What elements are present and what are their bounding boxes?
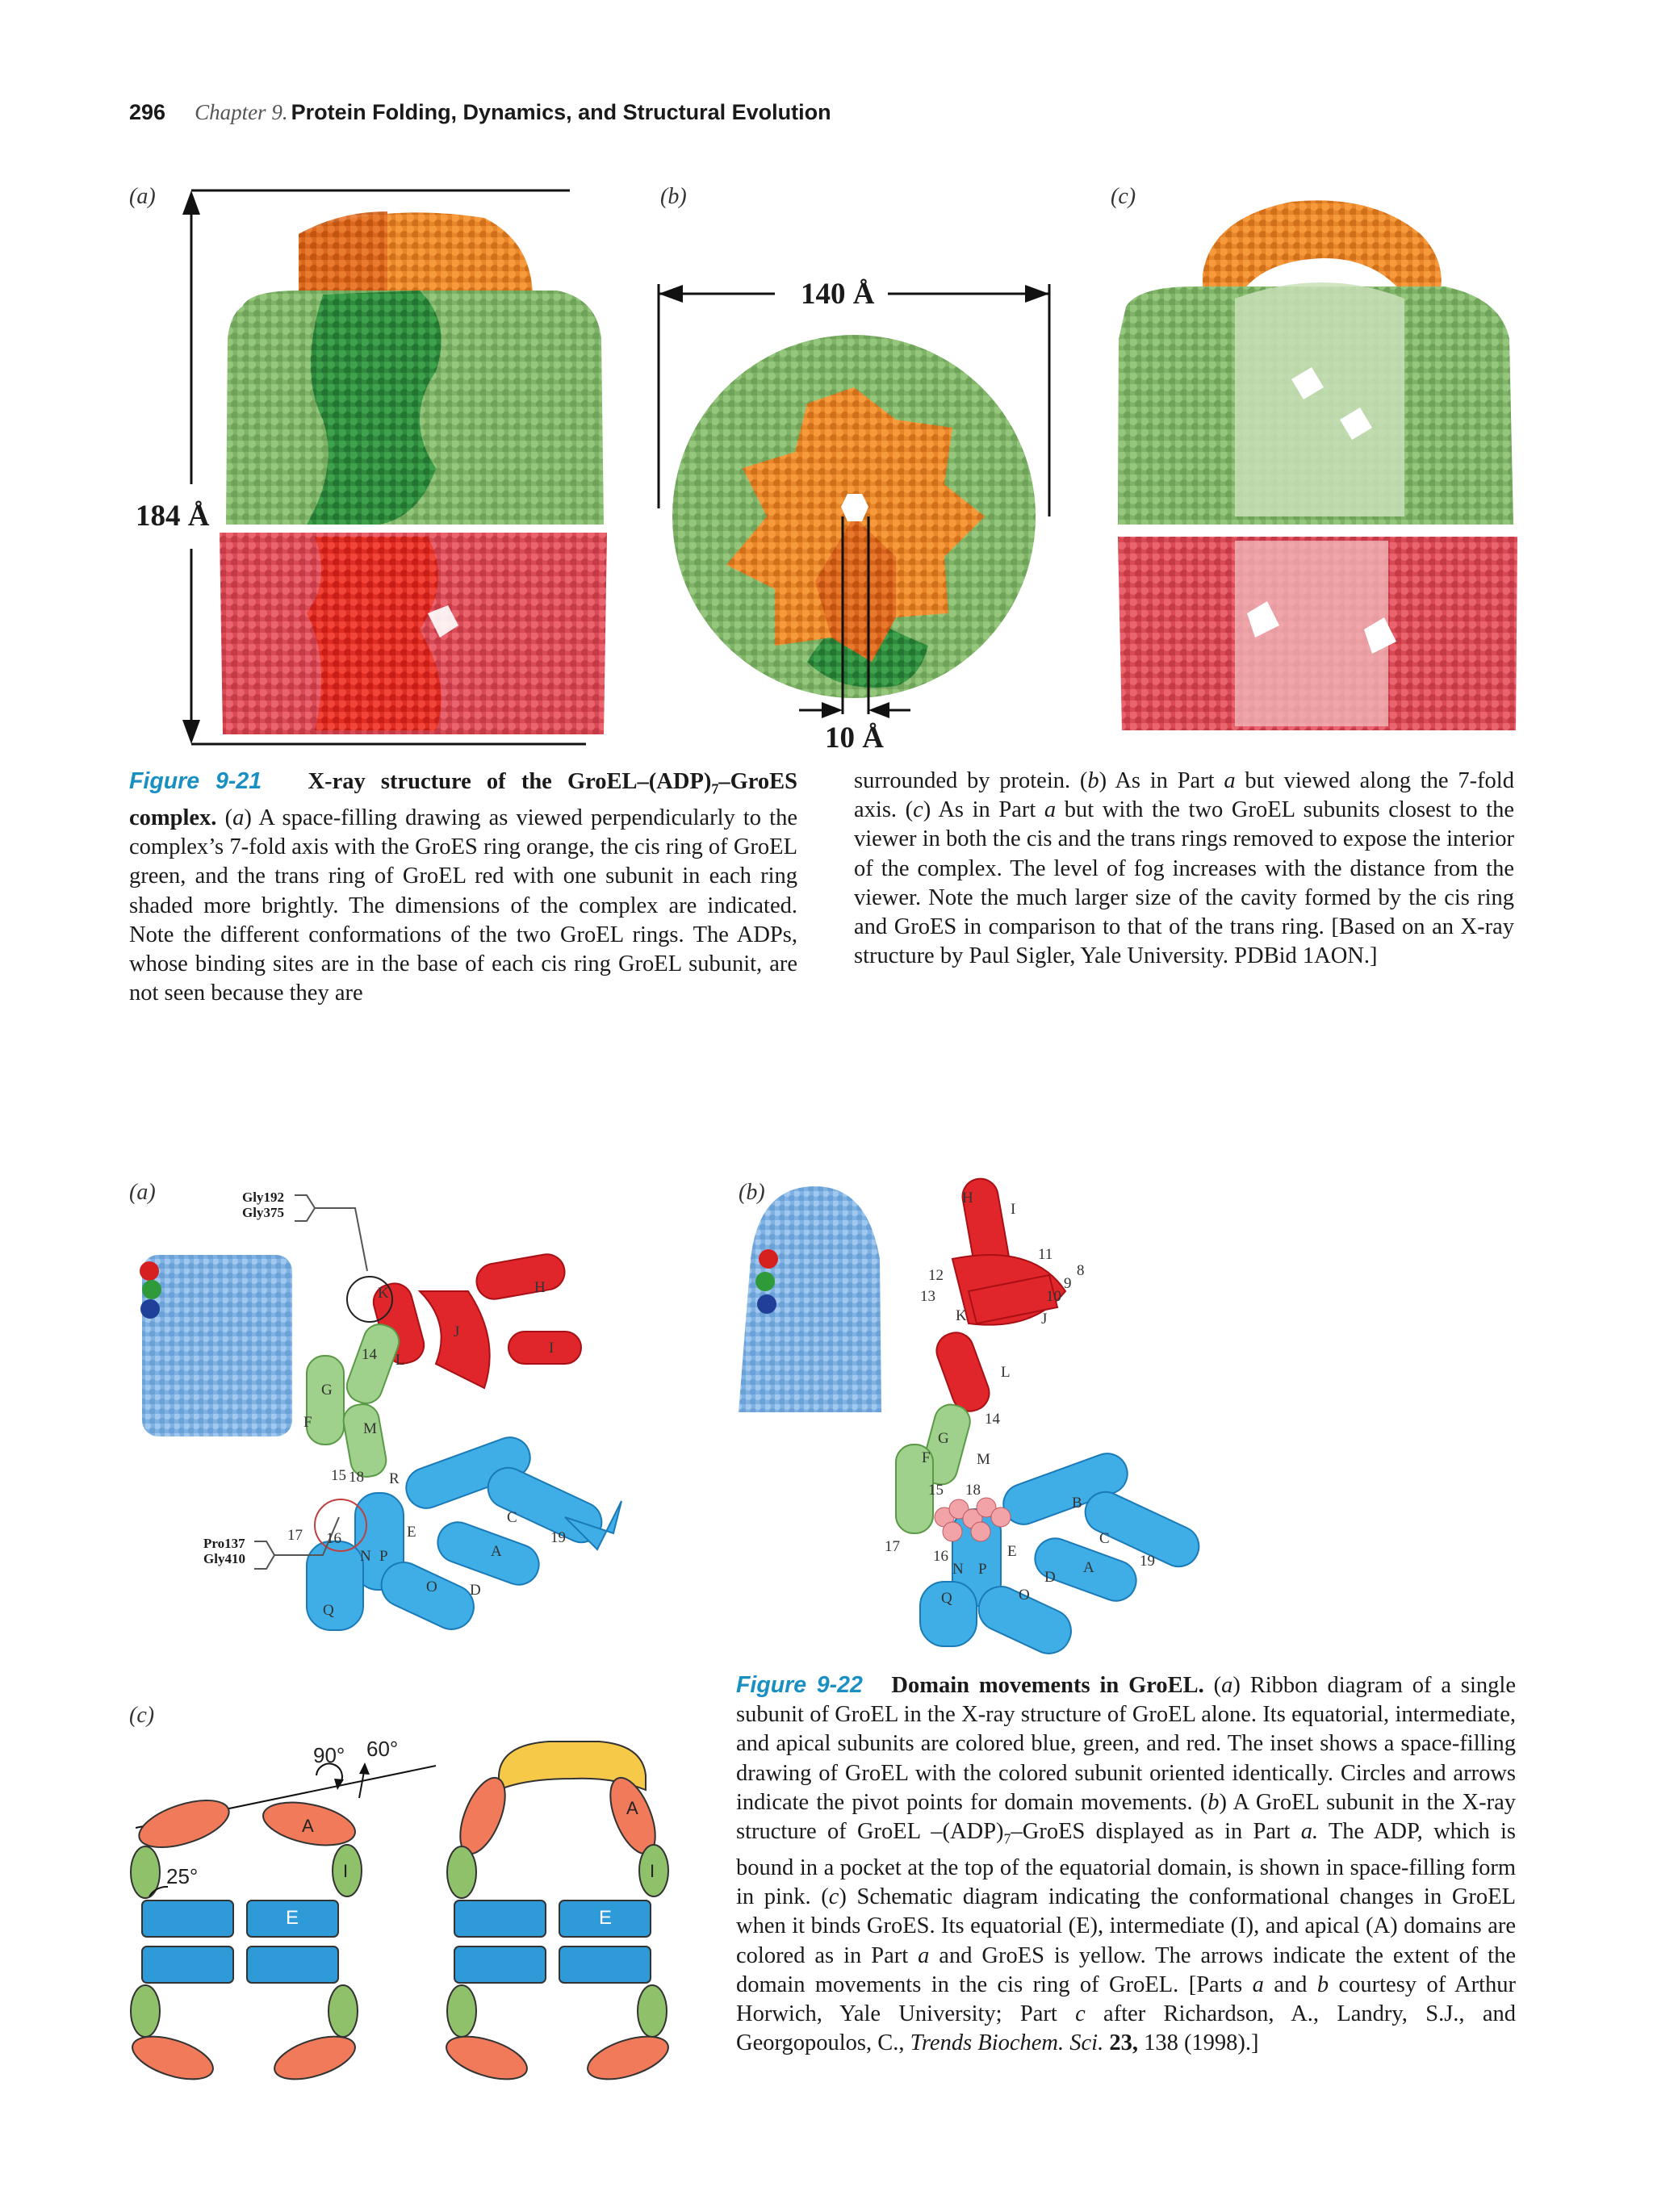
callout-gly192: Gly192 <box>242 1190 284 1205</box>
fig21-panel-a-label: (a) <box>129 184 156 209</box>
rib-a-label: J <box>454 1323 460 1340</box>
rib-a-label: M <box>363 1420 377 1437</box>
rib-b-label: A <box>1083 1559 1094 1576</box>
fig22b-inset <box>739 1186 881 1412</box>
angle-60-label: 60° <box>366 1737 399 1761</box>
fig22c-schematic <box>129 1719 710 2082</box>
rib-b-label: 18 <box>965 1482 981 1499</box>
rib-b-label: C <box>1099 1530 1110 1547</box>
chapter-title: Protein Folding, Dynamics, and Structural Evolution <box>291 100 831 124</box>
fig22-panel-c-label: (c) <box>129 1703 155 1728</box>
fig22-caption-title: Domain movements in GroEL. <box>891 1673 1204 1698</box>
rib-b-label: P <box>978 1561 987 1578</box>
equatorial-label-right: E <box>599 1907 613 1929</box>
rib-a-label: 15 <box>331 1467 346 1484</box>
rib-b-label: J <box>1041 1311 1048 1328</box>
fig21c-complex <box>1118 200 1517 730</box>
rib-b-label: 15 <box>928 1482 944 1499</box>
rib-a-label: A <box>491 1543 502 1560</box>
rib-a-label: 16 <box>326 1530 341 1547</box>
fig21-caption-number: Figure 9-21 <box>129 768 262 794</box>
rib-a-label: D <box>470 1582 481 1599</box>
apical-label-right: A <box>626 1798 638 1818</box>
rib-b-label: M <box>977 1451 990 1468</box>
fig21a-complex <box>220 211 607 734</box>
fig21-dim-height: 184 Å <box>136 500 210 533</box>
rib-a-label: 17 <box>287 1527 303 1544</box>
rib-b-label: B <box>1072 1495 1082 1512</box>
chapter-label: Chapter 9. <box>195 100 288 124</box>
groel-apo-schematic <box>129 1762 436 2082</box>
fig22-panel-a-label: (a) <box>129 1180 156 1205</box>
rib-a-label: K <box>378 1285 389 1302</box>
rib-a-label: E <box>407 1524 416 1541</box>
rib-a-label: F <box>303 1414 312 1431</box>
fig22-panel-b-label: (b) <box>739 1180 765 1205</box>
apical-label-left: A <box>302 1816 314 1836</box>
rib-b-label: O <box>1019 1587 1030 1604</box>
page-number: 296 <box>129 100 166 124</box>
rib-b-label: N <box>952 1561 964 1578</box>
rib-a-label: 14 <box>362 1346 377 1363</box>
rib-a-label: P <box>379 1548 388 1565</box>
rib-b-label: D <box>1044 1569 1056 1586</box>
fig21-panel-c-label: (c) <box>1111 184 1136 209</box>
rib-b-label: K <box>956 1307 967 1324</box>
rib-a-label: I <box>549 1340 554 1357</box>
rib-b-label: E <box>1007 1543 1017 1560</box>
rib-a-label: C <box>507 1509 517 1526</box>
rib-b-label: L <box>1001 1364 1011 1381</box>
rib-b-label: 8 <box>1077 1262 1085 1279</box>
rib-a-label: L <box>395 1352 405 1369</box>
groel-groes-schematic <box>441 1742 674 2082</box>
fig22-caption-number: Figure 9-22 <box>736 1672 863 1698</box>
rib-a-label: R <box>389 1470 400 1487</box>
rib-b-label: 11 <box>1038 1246 1053 1263</box>
rib-b-label: 9 <box>1064 1275 1072 1292</box>
fig21-dim-pore: 10 Å <box>825 721 884 755</box>
callout-gly375: Gly375 <box>242 1205 284 1220</box>
callout-pro137: Pro137 <box>203 1536 245 1551</box>
rib-b-label: 13 <box>920 1288 935 1305</box>
callout-gly410: Gly410 <box>203 1551 245 1566</box>
fig21-caption-title: X-ray structure of the GroEL–$(ADP)_7$–GroES complex. <box>129 769 798 830</box>
fig22-caption: Figure 9-22 Domain movements in GroEL. (a) Ribbon diagram of a single subunit of GroEL in the X-ray structure of GroEL alone. Its equatorial, intermediate, and apical subunits are colored blue, green, and red. The inset shows a space-filling drawing of GroEL with the colored subunit oriented identically. Circles and arrows indicate the pivot points for domain movements. (b) A GroEL subunit in the X-ray structure of GroEL $-(ADP)_7$–GroES displayed as in Part a. The ADP, which is bound in a pocket at the top of the equatorial domain, is shown in space-filling form in pink. (c) Schematic diagram indicating the conformational changes in GroEL when it binds GroES. Its equatorial (E), intermediate (I), and apical (A) domains are colored as in Part a and GroES is yellow. The arrows indicate the extent of the domain movements in the cis ring of GroEL. [Parts a and b courtesy of Arthur Horwich, Yale University; Part c after Richardson, A., Landry, S.J., and Georgopoulos, C., Trends Biochem. Sci. 23, 138 (1998).] <box>736 1672 1516 2056</box>
rib-b-label: Q <box>941 1590 952 1607</box>
fig21-caption-col2: surrounded by protein. (b) As in Part a but viewed along the 7-fold axis. (c) As in Part a but with the two GroEL subunits closest to the viewer in both the cis and the trans rings removed to expose the interior of the complex. The level of fog increases with the distance from the viewer. Note the much larger size of the cavity formed by the cis ring and GroES in comparison to that of the trans ring. [Based on an X-ray structure by Paul Sigler, Yale University. PDBid 1AON.] <box>854 768 1514 969</box>
rib-b-label: H <box>962 1190 973 1206</box>
rib-b-label: 19 <box>1140 1553 1155 1570</box>
rib-a-label: H <box>534 1279 546 1296</box>
angle-25-label: 25° <box>166 1864 199 1888</box>
rib-b-label: 12 <box>928 1267 944 1284</box>
angle-90-label: 90° <box>313 1743 345 1767</box>
rib-a-label: O <box>426 1579 437 1595</box>
rib-b-label: I <box>1011 1201 1016 1218</box>
rib-b-label: 16 <box>933 1548 948 1565</box>
equatorial-label-left: E <box>286 1907 299 1929</box>
rib-b-label: 14 <box>985 1411 1000 1428</box>
rib-b-label: 10 <box>1046 1288 1061 1305</box>
fig21-panel-b-label: (b) <box>660 184 687 209</box>
rib-b-label: 17 <box>885 1538 900 1555</box>
intermediate-label-left: I <box>343 1861 349 1881</box>
intermediate-label-right: I <box>650 1861 655 1881</box>
rib-a-label: 18 <box>349 1469 364 1486</box>
fig21-dim-width: 140 Å <box>801 278 875 311</box>
rib-b-label: G <box>938 1430 949 1447</box>
fig22-ribbons <box>0 1162 1653 1662</box>
fig21-caption-col1: Figure 9-21 X-ray structure of the GroEL–$(ADP)_7$–GroES complex. (a) A space-filling drawing as viewed perpendicularly to the complex’s 7-fold axis with the GroES ring orange, the cis ring of GroEL green, and the trans ring of GroEL red with one subunit in each ring shaded more brightly. The dimensions of the complex are indicated. Note the different conformations of the two GroEL rings. The ADPs, whose binding sites are in the base of each cis ring GroEL subunit, are not seen because they are <box>129 768 798 1006</box>
fig22a-inset <box>140 1255 292 1436</box>
rib-a-label: Q <box>323 1602 334 1619</box>
rib-a-label: G <box>321 1382 333 1399</box>
fig21b-complex <box>672 335 1036 698</box>
rib-b-label: F <box>922 1449 931 1466</box>
rib-a-label: N <box>360 1548 371 1565</box>
fig21-graphics <box>0 0 1653 759</box>
rib-a-label: 19 <box>550 1529 566 1546</box>
